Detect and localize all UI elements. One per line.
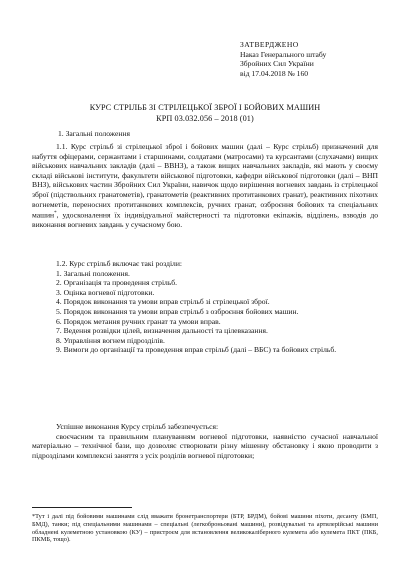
sections-intro: 1.2. Курс стрільб включає такі розділи: [56, 259, 183, 268]
approval-line: Збройних Сил України [240, 59, 314, 69]
footnote [32, 513, 378, 544]
paragraph-text: 1.1. Курс стрільб зі стрілецької зброї і бойових машин (далі – Курс стрільб) призначений для набуття офіцерами, сержантами і старшинами, солдатами (матросами) та курсантами (слухачами) вищих військових навчальних закладів (далі – ВВНЗ), а також вищих навчальних закладів, які мають у своєму складі військові інститути, факультети військової підготовки, кафедри військової підготовки (далі – ВНП ВНЗ), військових частин Збройних Сил України, навичок щодо вирішення вогневих завдань із стрілецької зброї (підствольних гранатометів), гранатометів (реактивних протитанкових гранат), реактивних піхотних вогнеметів, переносних протитанкових комплексів, ручних гранат, озброєння бойових та спеціальних машин [32, 142, 378, 220]
list-item: 1. Загальні положення. [56, 268, 130, 278]
list-item: 4. Порядок виконання та умови вправ стрільб зі стрілецької зброї. [56, 297, 270, 307]
footnote-text: *Тут і далі під бойовими машинами слід вважати бронетранспортери (БТР, БРДМ), бойові машини піхоти, десанту (БМП, БМД), танки; під спеціальними машинами – спеціальні (легкоброньовані машини), розвідувальні та артилерійські машини обладнені кулеметною установкою (КУ) – пристроєм для встановлення великокаліберного кулемета або кулемета ПКТ (ПКБ, ПКМБ, тощо). [32, 513, 378, 544]
list-item: 6. Порядок метання ручних гранат та умови вправ. [56, 316, 221, 326]
list-item: 3. Оцінка вогневої підготовки. [56, 287, 155, 297]
paragraph-text: , удосконалення їх індивідуальної майстерності та підготовки екіпажів, відділень, взводів до виконання вогневих завдань у сучасному бою. [32, 210, 378, 230]
section-heading: 1. Загальні положення [58, 129, 130, 138]
document-title: КУРС СТРІЛЬБ ЗІ СТРІЛЕЦЬКОЇ ЗБРОЇ І БОЙОВИХ МАШИН [89, 103, 321, 112]
footnote-marker[interactable]: * [54, 211, 57, 217]
success-item: своєчасним та правильним плануванням вогневої підготовки, наявністю сучасної навчальної матеріально – технічної бази, що дозволяє створювати різну мішенну обстановку і якою проводити з підрозділами комплексні заняття з усіх розділів вогневої підготовки; [32, 431, 378, 460]
footnote-divider [32, 507, 132, 508]
success-intro: Успішне виконання Курсу стрільб забезпечується: [56, 422, 219, 431]
list-item: 8. Управління вогнем підрозділів. [56, 335, 165, 345]
approval-line: від 17.04.2018 № 160 [240, 68, 309, 78]
approval-stamp [240, 40, 326, 78]
approval-line: Наказ Генерального штабу [240, 49, 327, 59]
list-item: 7. Ведення розвідки цілей, визначення дальності та цілевказання. [56, 326, 268, 336]
approval-title: ЗАТВЕРДЖЕНО [240, 40, 299, 49]
list-item: 5. Порядок виконання та умови вправ стрільб з озброєння бойових машин. [56, 306, 299, 316]
success-block [32, 422, 378, 460]
list-item: 9. Вимоги до організації та проведення вправ стрільб (далі – ВБС) та бойових стрільб. [56, 345, 337, 355]
document-code: КРП 03.032.056 – 2018 (01) [156, 114, 254, 123]
list-item: 2. Організація та проведення стрільб. [56, 278, 178, 288]
paragraph-1-1 [32, 142, 378, 230]
sections-list [32, 259, 378, 355]
